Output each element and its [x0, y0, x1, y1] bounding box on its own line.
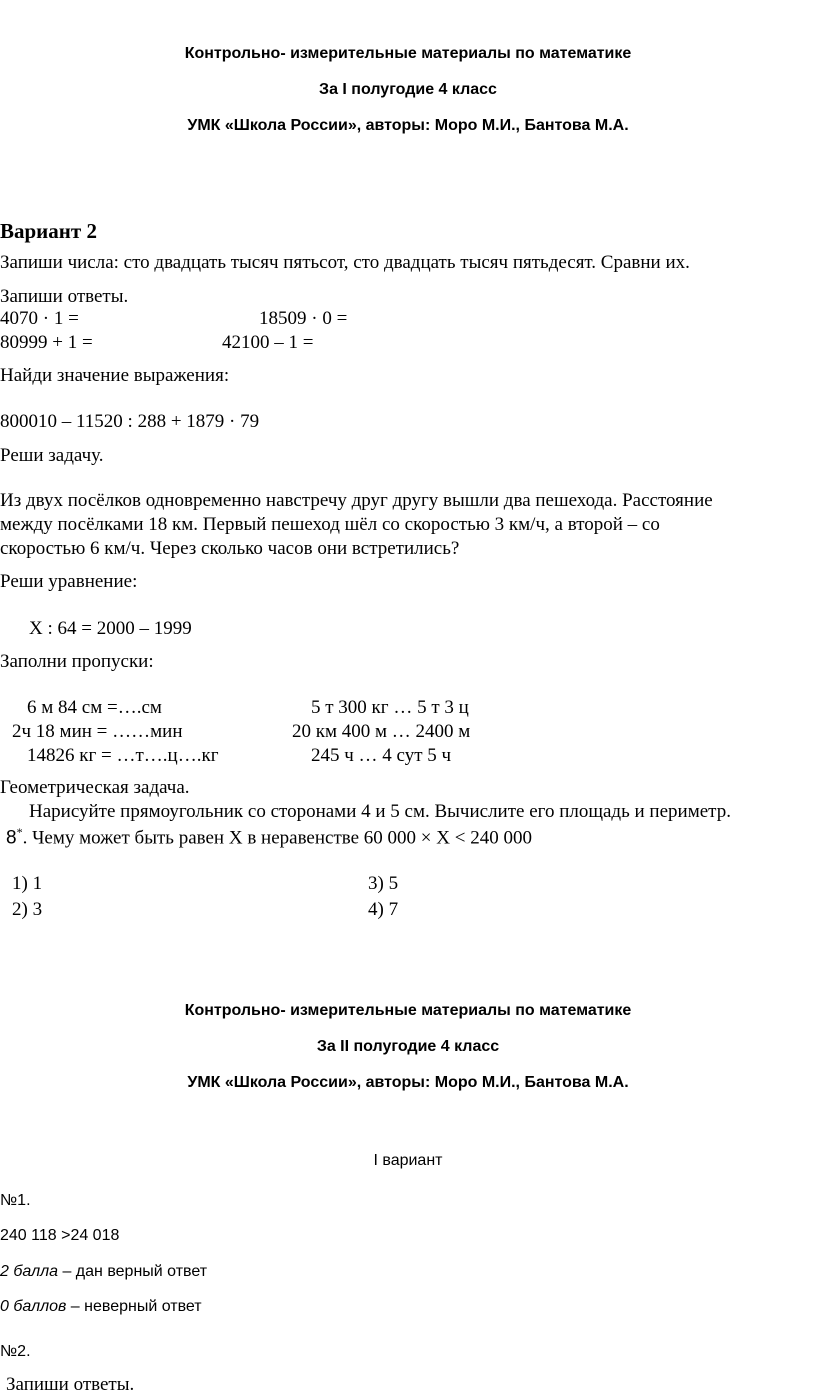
doc-subtitle-term: За I полугодие 4 класс	[319, 81, 497, 98]
item2-number: №2.	[0, 1343, 31, 1360]
task8-question	[6, 826, 532, 847]
task8-star: *	[16, 825, 23, 839]
task4-line-1: Из двух посёлков одновременно навстречу друг другу вышли два пешехода. Расстояние	[0, 490, 713, 511]
item2-instruction: Запиши ответы.	[6, 1374, 135, 1395]
score-full-points: 2 балла	[0, 1263, 59, 1280]
task6-right-3: 245 ч … 4 сут 5 ч	[311, 745, 452, 766]
task6-left-3: 14826 кг = …т….ц….кг	[27, 745, 219, 766]
score-full-desc: – дан верный ответ	[58, 1263, 208, 1280]
task6-right-2: 20 км 400 м … 2400 м	[292, 721, 471, 742]
doc-subtitle-authors: УМК «Школа России», авторы: Моро М.И., Бантова М.А.	[187, 117, 629, 134]
score-zero-points: 0 баллов	[0, 1298, 67, 1315]
task2-expr-3: 80999 + 1 =	[0, 332, 93, 353]
task5-equation: Х : 64 = 2000 – 1999	[29, 618, 192, 639]
task8-option-4: 4) 7	[368, 899, 399, 920]
task4-line-2: между посёлками 18 км. Первый пешеход шёл со скоростью 3 км/ч, а второй – со	[0, 514, 660, 535]
task2-expr-2: 18509 · 0 =	[259, 308, 348, 329]
task1-text: Запиши числа: сто двадцать тысяч пятьсот, сто двадцать тысяч пятьдесят. Сравни их.	[0, 252, 690, 273]
task8-option-1: 1) 1	[12, 873, 43, 894]
task3-expression: 800010 – 11520 : 288 + 1879 · 79	[0, 411, 260, 432]
task8-text: . Чему может быть равен Х в неравенстве 60 000 × Х < 240 000	[22, 827, 532, 849]
item1-number: №1.	[0, 1192, 31, 1209]
item1-answer: 240 118 >24 018	[0, 1227, 120, 1244]
task7-text: Нарисуйте прямоугольник со сторонами 4 и 5 см. Вычислите его площадь и периметр.	[29, 801, 731, 822]
task2-expr-4: 42100 – 1 =	[222, 332, 314, 353]
task6-left-2: 2ч 18 мин = ……мин	[12, 721, 183, 742]
doc2-title: Контрольно- измерительные материалы по математике	[184, 1002, 632, 1019]
variant-label: I вариант	[373, 1152, 443, 1169]
task8-option-3: 3) 5	[368, 873, 399, 894]
task5-instruction: Реши уравнение:	[0, 571, 138, 592]
task4-instruction: Реши задачу.	[0, 445, 104, 466]
task6-right-1: 5 т 300 кг … 5 т 3 ц	[311, 697, 469, 718]
task7-instruction: Геометрическая задача.	[0, 777, 190, 798]
task6-instruction: Заполни пропуски:	[0, 651, 154, 672]
task2-instruction: Запиши ответы.	[0, 286, 129, 307]
variant-title: Вариант 2	[0, 219, 97, 243]
task8-number: 8	[6, 827, 17, 849]
task4-line-3: скоростью 6 км/ч. Через сколько часов они встретились?	[0, 538, 460, 559]
doc2-subtitle-authors: УМК «Школа России», авторы: Моро М.И., Бантова М.А.	[187, 1074, 629, 1091]
task6-left-1: 6 м 84 см =….см	[27, 697, 162, 718]
task8-option-2: 2) 3	[12, 899, 43, 920]
doc2-subtitle-term: За II полугодие 4 класс	[316, 1038, 500, 1055]
item1-score-zero	[0, 1299, 202, 1315]
task3-instruction: Найди значение выражения:	[0, 365, 230, 386]
task2-expr-1: 4070 · 1 =	[0, 308, 79, 329]
item1-score-full	[0, 1264, 207, 1280]
doc-title: Контрольно- измерительные материалы по математике	[184, 45, 632, 62]
score-zero-desc: – неверный ответ	[66, 1298, 202, 1315]
